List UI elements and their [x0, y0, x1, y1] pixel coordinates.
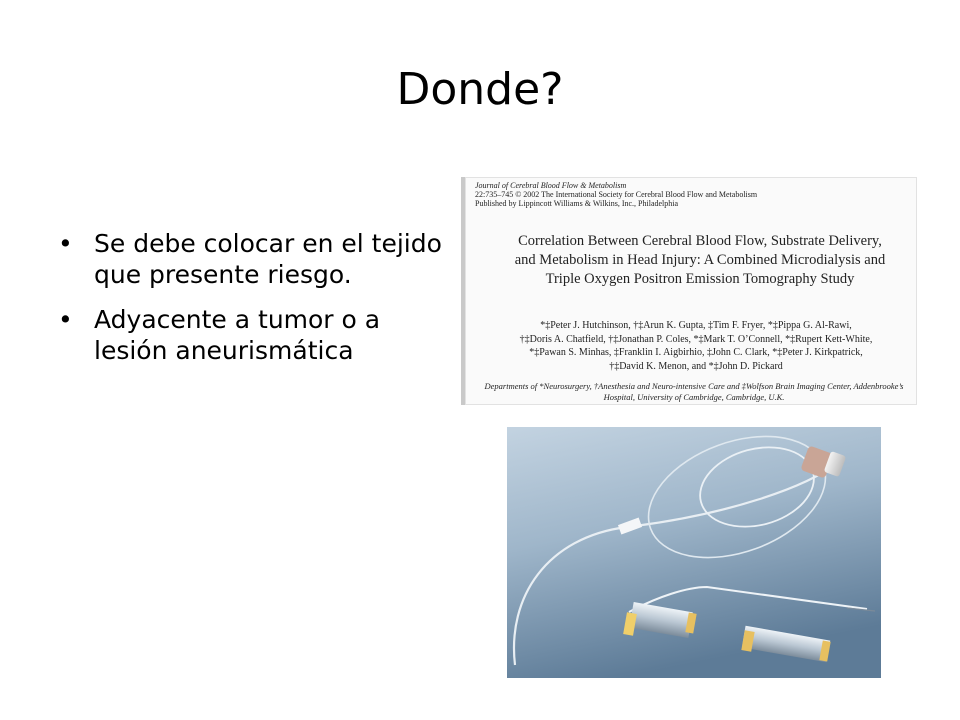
- bullet-text: Adyacente a tumor o a lesión aneurismática: [94, 305, 381, 365]
- catheter-illustration: [507, 427, 881, 678]
- journal-citation: 22:735–745 © 2002 The International Society for Cerebral Blood Flow and Metabolism: [475, 190, 758, 199]
- paper-title-line: Correlation Between Cerebral Blood Flow, Substrate Delivery,: [518, 233, 882, 249]
- paper-header-image: [461, 177, 917, 405]
- author-line: †‡David K. Menon, and *‡John D. Pickard: [609, 360, 783, 372]
- microdialysis-catheter-photo: [507, 427, 881, 678]
- bullet-dot: •: [58, 305, 73, 334]
- paper-title: [485, 232, 915, 289]
- author-line: *‡Peter J. Hutchinson, †‡Arun K. Gupta, ‡Tim F. Fryer, *‡Pippa G. Al-Rawi,: [540, 320, 852, 331]
- paper-title-line: and Metabolism in Head Injury: A Combined Microdialysis and: [514, 252, 886, 268]
- author-line: *‡Pawan S. Minhas, ‡Franklin I. Aigbirhio, ‡John C. Clark, *‡Peter J. Kirkpatrick,: [529, 347, 863, 358]
- affiliation-line: Departments of *Neurosurgery, †Anesthesia and Neuro-intensive Care and ‡Wolfson Brain Imaging Center, Addenbrooke’s: [484, 381, 904, 391]
- author-line: †‡Doris A. Chatfield, †‡Jonathan P. Coles, *‡Mark T. O’Connell, *‡Rupert Kett-White,: [519, 333, 873, 345]
- bullet-item: [58, 228, 458, 290]
- journal-name: Journal of Cerebral Blood Flow & Metabolism: [475, 181, 627, 190]
- affiliation-line: Hospital, University of Cambridge, Cambridge, U.K.: [603, 392, 785, 402]
- bullet-item: [58, 304, 458, 366]
- paper-title-line: Triple Oxygen Positron Emission Tomography Study: [545, 271, 855, 287]
- bullet-list: [58, 228, 458, 380]
- bullet-dot: •: [58, 229, 73, 258]
- journal-info: [475, 181, 895, 208]
- slide-title: Donde?: [396, 64, 564, 115]
- journal-publisher: Published by Lippincott Williams & Wilkins, Inc., Philadelphia: [475, 199, 679, 208]
- bullet-text: Se debe colocar en el tejido que presente riesgo.: [94, 229, 442, 289]
- paper-affiliations: [479, 381, 909, 403]
- paper-authors: [481, 319, 911, 373]
